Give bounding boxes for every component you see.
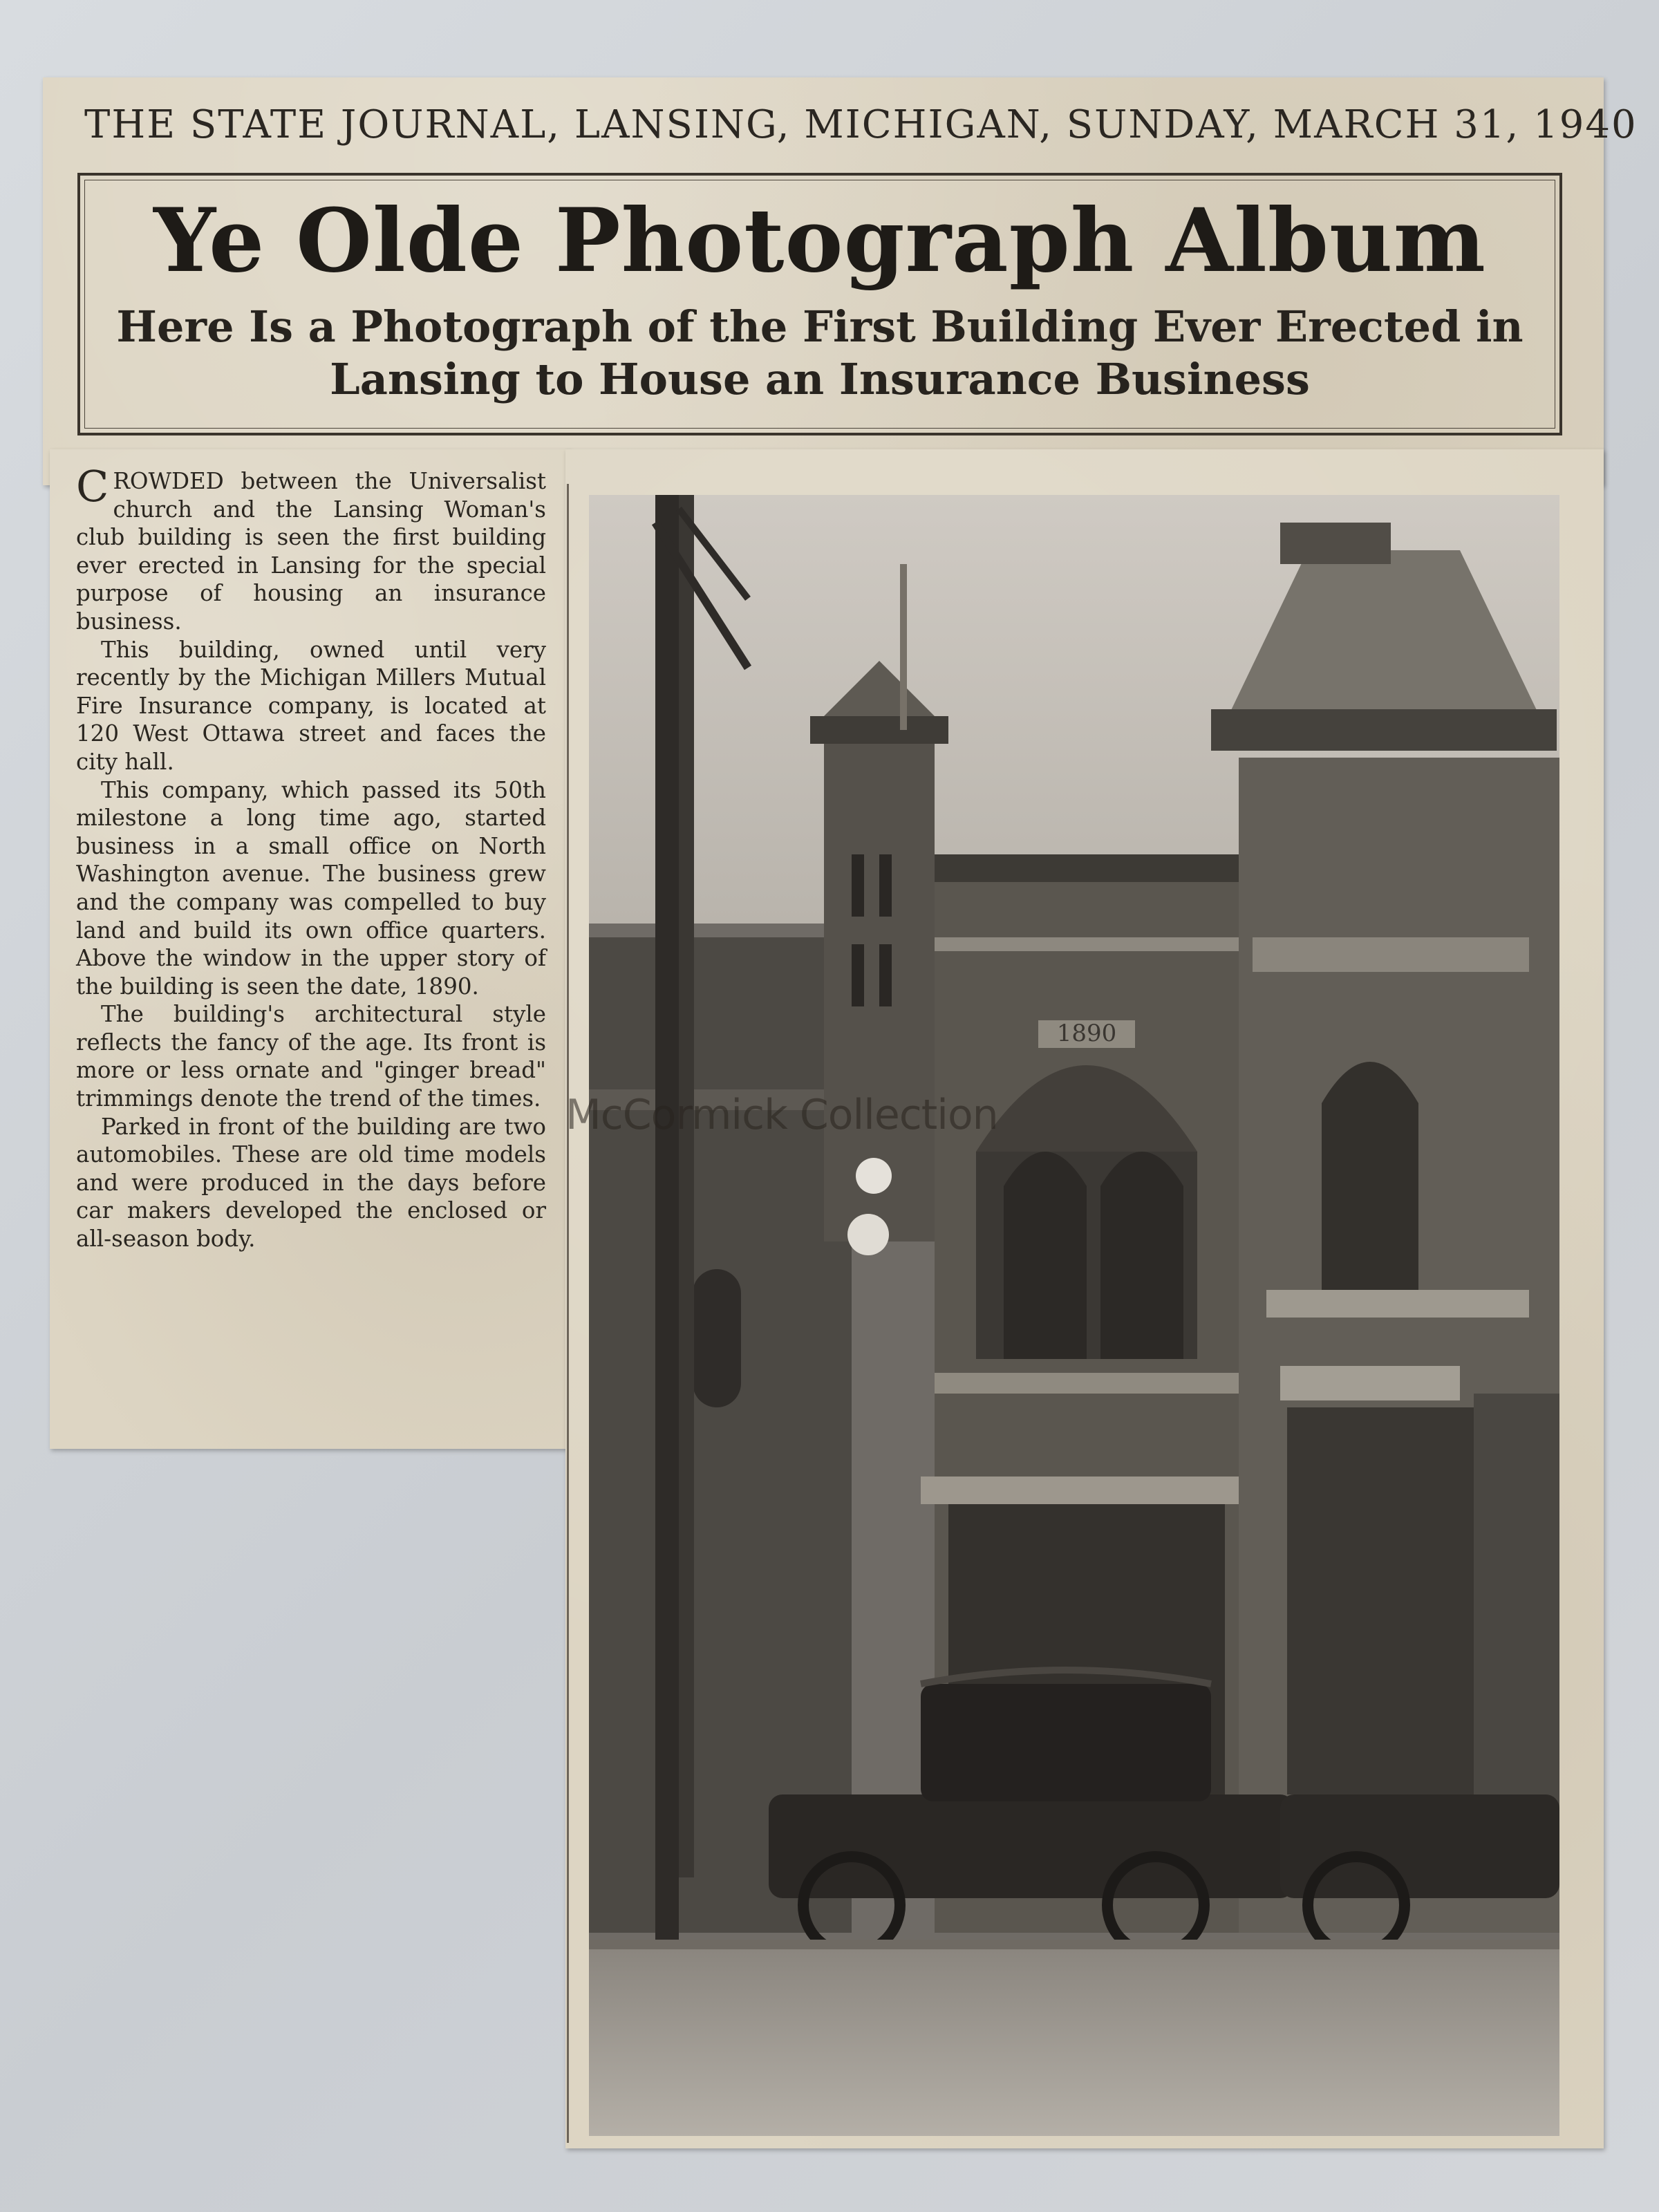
article-paragraph-2: This building, owned until very recently by the Michigan Millers Mutual Fire Insurance company, is located at 120 West Ottawa street and faces the city hall. [76, 636, 546, 775]
newspaper-dateline: THE STATE JOURNAL, LANSING, MICHIGAN, SUNDAY, MARCH 31, 1940 [84, 102, 1638, 147]
article-column [76, 461, 546, 1253]
column-divider [567, 484, 569, 2143]
article-paragraph-1 [76, 461, 546, 636]
article-paragraph-5: Parked in front of the building are two automobiles. These are old time models and were produced in the days before car makers developed the enclosed or all-season body. [76, 1113, 546, 1253]
subhead-line-2: Lansing to House an Insurance Business [330, 354, 1310, 404]
building-photograph [589, 495, 1559, 2136]
drop-cap: C [76, 461, 109, 512]
article-paragraph-4: The building's architectural style reflects the fancy of the age. Its front is more or less ornate and "ginger bread" trimmings denote the trend of the times. [76, 1001, 546, 1112]
building-date-panel: 1890 [1056, 1020, 1117, 1047]
headline: Ye Olde Photograph Album [153, 189, 1486, 292]
subhead-line-1: Here Is a Photograph of the First Building Ever Erected in [116, 301, 1524, 352]
collection-watermark: McCormick Collection [565, 1091, 998, 1139]
headline-box [77, 173, 1562, 435]
article-paragraph-3: This company, which passed its 50th milestone a long time ago, started business in a small office on North Washington avenue. The business grew and the company was compelled to buy land and build its own office quarters. Above the window in the upper story of the building is seen the date, 1890. [76, 776, 546, 1000]
article-text-1: ROWDED between the Universalist church and the Lansing Woman's club building is seen the first building ever erected in Lansing for the special purpose of housing an insurance business. [76, 468, 546, 635]
